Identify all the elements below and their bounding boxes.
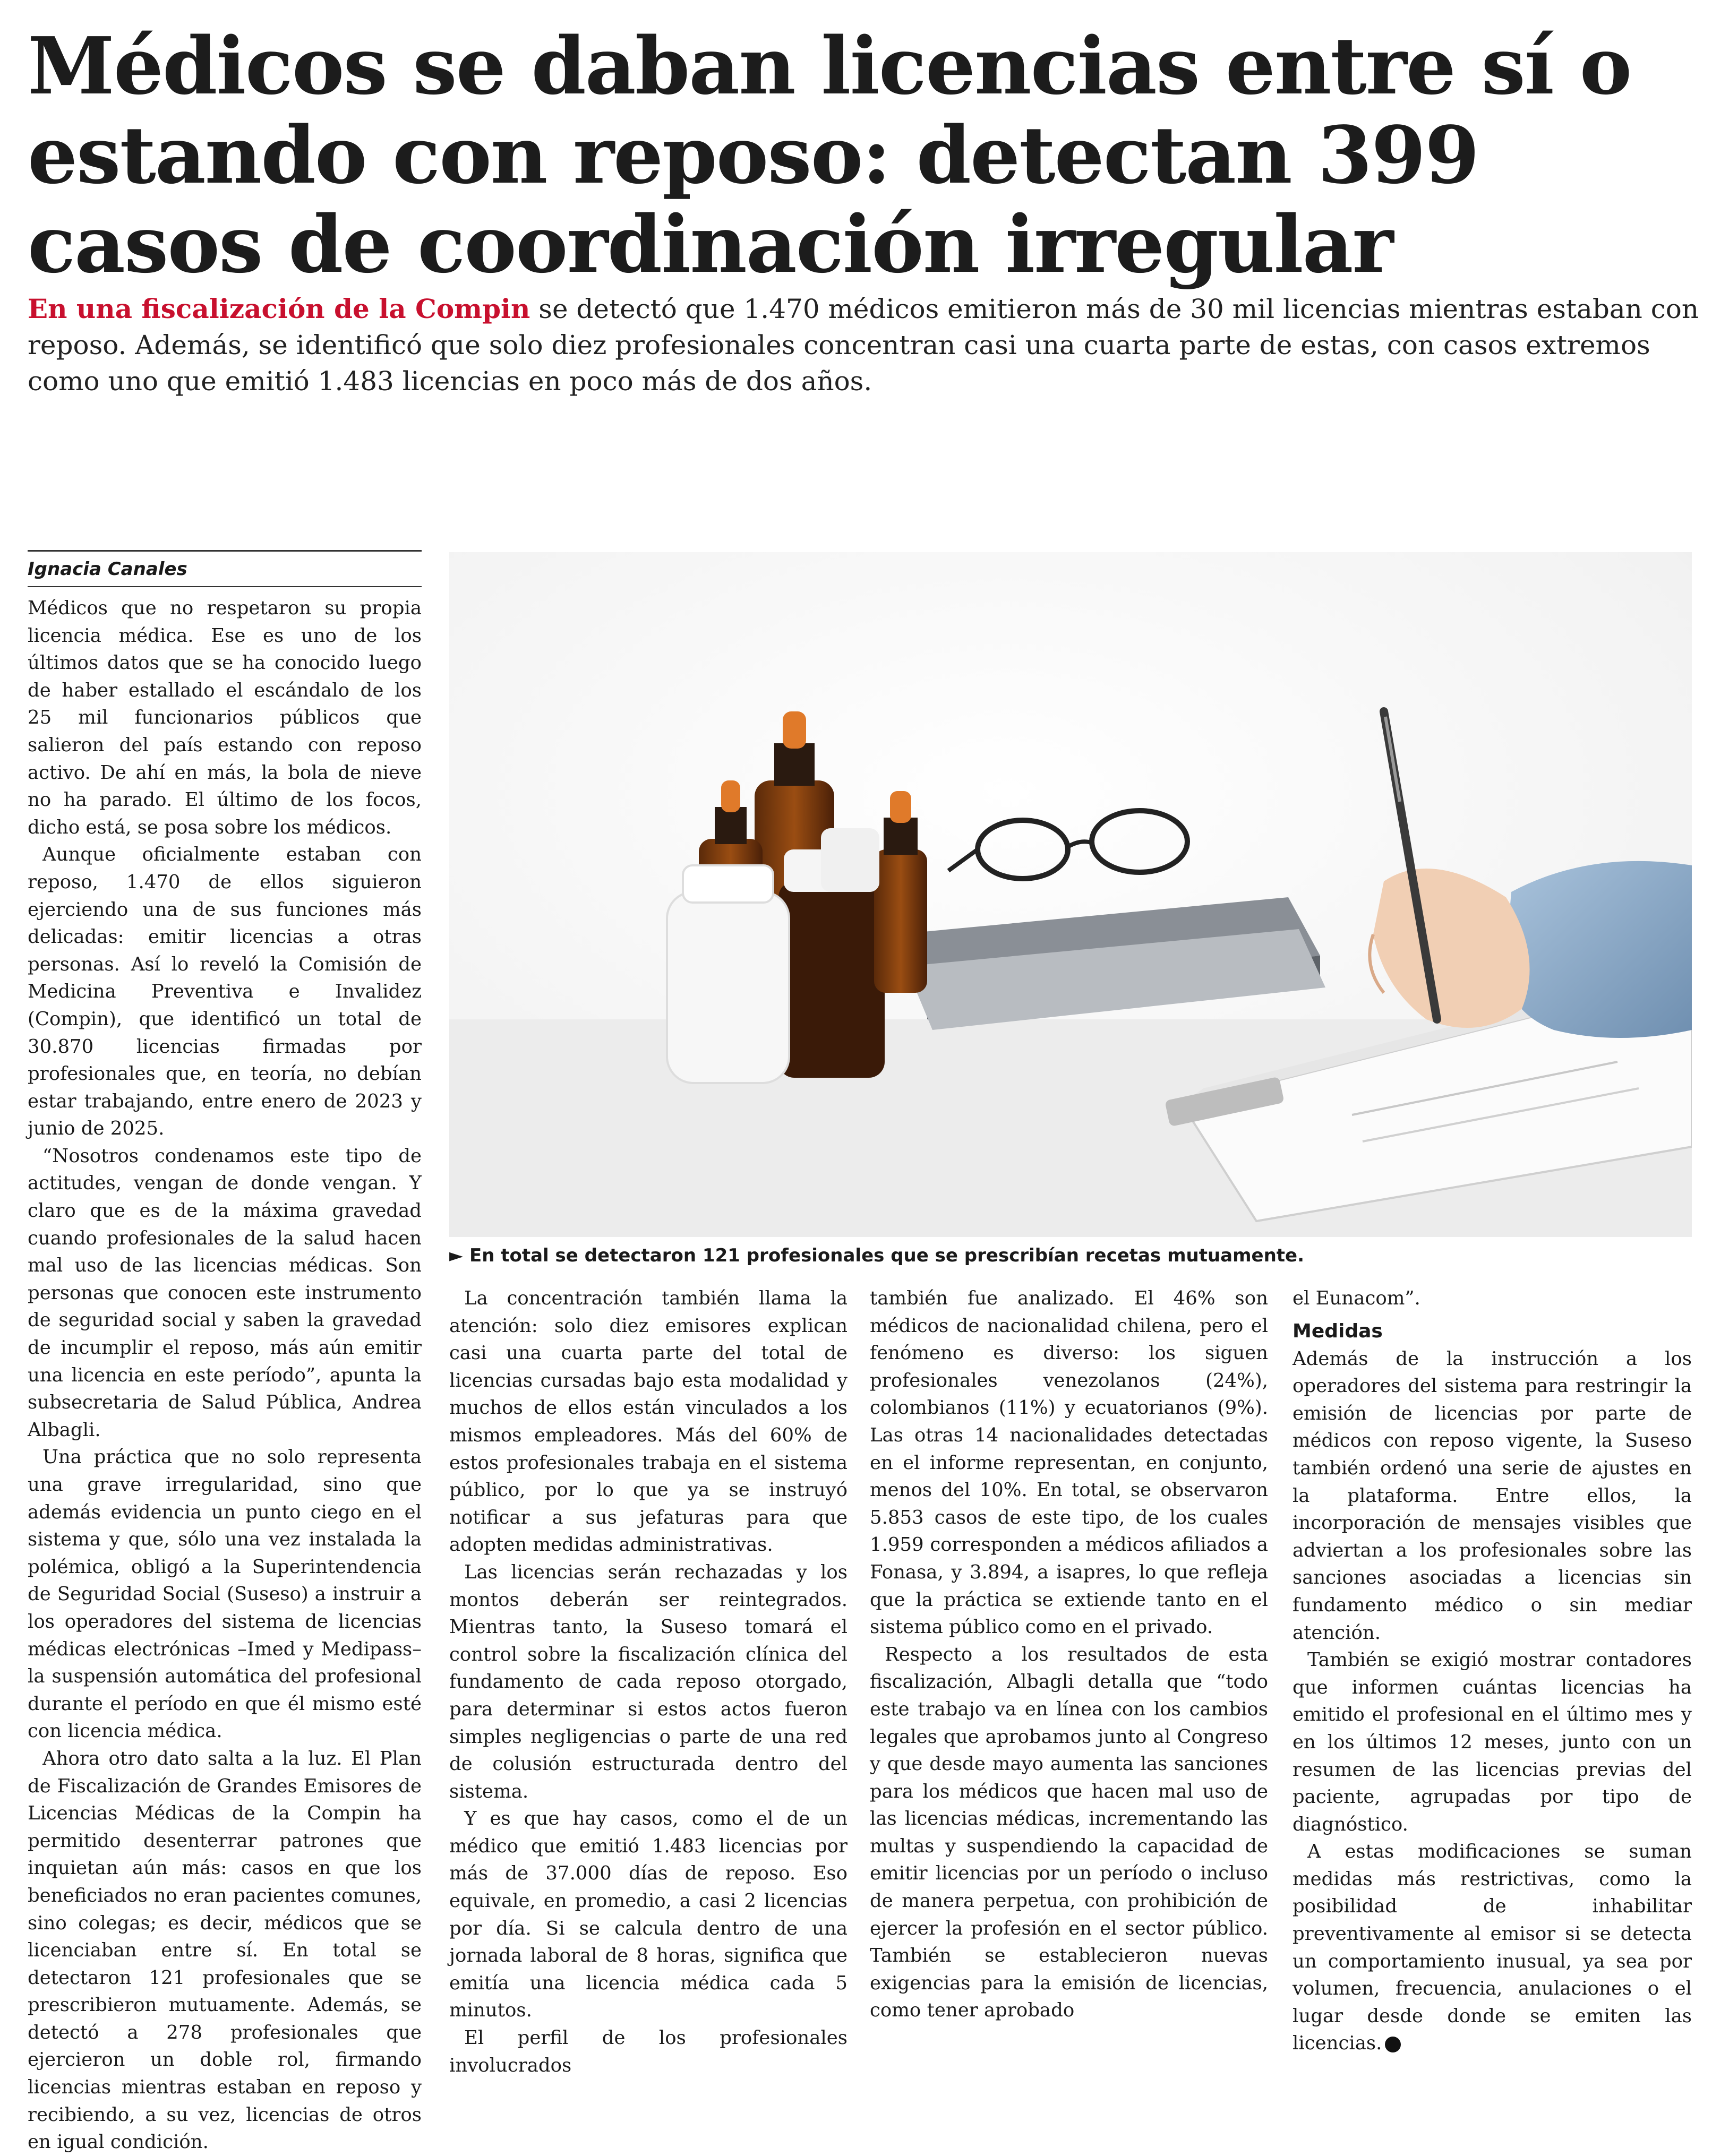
article-column-2: [449, 1285, 848, 2079]
paragraph: Además de la instrucción a los operadores del sistema para restringir la emisión de licencias por parte de médicos con reposo vigente, la Suseso también ordenó una serie de ajustes en la plataforma. Entre ellos, la incorporación de mensajes visibles que adviertan a los profesionales sobre las sanciones asociadas a licencias sin fundamento médico o sin mediar atención.: [1293, 1347, 1692, 1644]
byline-bottom-rule: [28, 586, 422, 587]
photo-caption: ► En total se detectaron 121 profesionales que se prescribían recetas mutuamente.: [449, 1245, 1305, 1266]
paragraph: Aunque oficialmente estaban con reposo, 1.470 de ellos siguieron ejerciendo una de sus funciones más delicadas: emitir licencias a otras personas. Así lo reveló la Comisión de Medicina Preventiva e Invalidez (Compin), que identificó un total de 30.870 licencias firmadas por profesionales que, en teoría, no debían estar trabajando, entre enero de 2023 y junio de 2025.: [28, 844, 422, 1140]
article-column-1: [28, 595, 422, 2156]
paragraph: el Eunacom”.: [1293, 1287, 1420, 1309]
paragraph: Una práctica que no solo representa una grave irregularidad, sino que además evidencia un punto ciego en el sistema y que, sólo una vez instalada la polémica, obligó a la Superintendencia de Seguridad Social (Suseso) a instruir a los operadores del sistema de licencias médicas electrónicas –Imed y Medipass– la suspensión automática del profesional durante el período en que él mismo esté con licencia médica.: [28, 1446, 422, 1742]
article-column-3: [870, 1285, 1268, 2024]
section-heading: Medidas: [1293, 1320, 1383, 1342]
paragraph: Y es que hay casos, como el de un médico que emitió 1.483 licencias por más de 37.000 días de reposo. Eso equivale, en promedio, a casi 2 licencias por día. Si se calcula dentro de una jornada laboral de 8 horas, significa que emitía una licencia médica cada 5 minutos.: [449, 1808, 848, 2022]
paragraph: La concentración también llama la atención: solo diez emisores explican casi una cuarta parte del total de licencias cursadas bajo esta modalidad y muchos de ellos están vinculados a los mismos empleadores. Más del 60% de estos profesionales trabaja en el sistema público, por lo que ya se instruyó notificar a sus jefaturas para que adopten medidas administrativas.: [449, 1287, 848, 1556]
lede-kicker: En una fiscalización de la Compin: [28, 293, 530, 324]
paragraph: También se exigió mostrar contadores que informen cuántas licencias ha emitido el profesional en el último mes y en los últimos 12 meses, junto con un resumen de las licencias previas del paciente, agrupadas por tipo de diagnóstico.: [1293, 1649, 1692, 1835]
article-photo: [449, 552, 1692, 1237]
paragraph: Respecto a los resultados de esta fiscalización, Albagli detalla que “todo este trabajo va en línea con los cambios legales que aprobamos junto al Congreso y que desde mayo aumenta las sanciones para los médicos que hacen mal uso de las licencias médicas, incrementando las multas y suspendiendo la capacidad de emitir licencias por un período o incluso de manera perpetua, con prohibición de ejercer la profesión en el sector público. También se establecieron nuevas exigencias para la emisión de licencias, como tener aprobado: [870, 1643, 1268, 2022]
byline-top-rule: [28, 550, 422, 552]
paragraph: Ahora otro dato salta a la luz. El Plan de Fiscalización de Grandes Emisores de Licencias Médicas de la Compin ha permitido desenterrar patrones que inquietan aún más: casos en que los beneficiados no eran pacientes comunes, sino colegas; es decir, médicos que se licenciaban entre sí. En total se detectaron 121 profesionales que se prescribieron mutuamente. Además, se detectó a 278 profesionales que ejercieron un doble rol, firmando licencias mientras estaban en reposo y recibiendo, a su vez, licencias de otros en igual condición.: [28, 1747, 422, 2153]
paragraph: “Nosotros condenamos este tipo de actitudes, vengan de donde vengan. Y claro que es de la máxima gravedad cuando profesionales de la salud hacen mal uso de las licencias médicas. Son personas que conocen este instrumento de seguridad social y saben la gravedad de incumplir el reposo, más aún emitir una licencia en este período”, apunta la subsecretaria de Salud Pública, Andrea Albagli.: [28, 1145, 422, 1441]
paragraph: El perfil de los profesionales involucrados: [449, 2027, 848, 2076]
lede: [28, 291, 1700, 399]
doctor-writing-photo: [449, 552, 1692, 1237]
end-mark-icon: [1385, 2037, 1401, 2052]
paragraph-text: A estas modificaciones se suman medidas más restrictivas, como la posibilidad de inhabilitar preventivamente al emisor si se detecta un comportamiento inusual, ya sea por volumen, frecuencia, anulaciones o el lugar desde donde se emiten las licencias.: [1293, 1841, 1692, 2055]
byline: Ignacia Canales: [28, 559, 187, 580]
paragraph: Médicos que no respetaron su propia licencia médica. Ese es uno de los últimos datos que se ha conocido luego de haber estallado el escándalo de los 25 mil funcionarios públicos que salieron del país estando con reposo activo. De ahí en más, la bola de nieve no ha parado. El último de los focos, dicho está, se posa sobre los médicos.: [28, 597, 422, 838]
lede-text: se detectó que 1.470 médicos emitieron más de 30 mil licencias mientras estaban con reposo. Además, se identificó que solo diez profesionales concentran casi una cuarta parte de estas, con casos extremos como uno que emitió 1.483 licencias en poco más de dos años.: [28, 294, 1699, 397]
paragraph: Las licencias serán rechazadas y los montos deberán ser reintegrados. Mientras tanto, la Suseso tomará el control sobre la fiscalización clínica del fundamento de cada reposo otorgado, para determinar si estos actos fueron simples negligencias o parte de una red de colusión estructurada dentro del sistema.: [449, 1561, 848, 1802]
paragraph: también fue analizado. El 46% son médicos de nacionalidad chilena, pero el fenómeno es diverso: los siguen profesionales venezolanos (24%), colombianos (11%) y ecuatorianos (9%). Las otras 14 nacionalidades detectadas en el informe representan, en conjunto, menos del 10%. En total, se observaron 5.853 casos de este tipo, de los cuales 1.959 corresponden a médicos afiliados a Fonasa, y 3.894, a isapres, lo que refleja que la práctica se extiende tanto en el sistema público como en el privado.: [870, 1287, 1268, 1638]
paragraph: [1293, 1838, 1692, 2057]
headline: Médicos se daban licencias entre sí o estando con reposo: detectan 399 casos de coordinación irregular: [28, 20, 1631, 290]
article-column-4: [1293, 1285, 1692, 2057]
